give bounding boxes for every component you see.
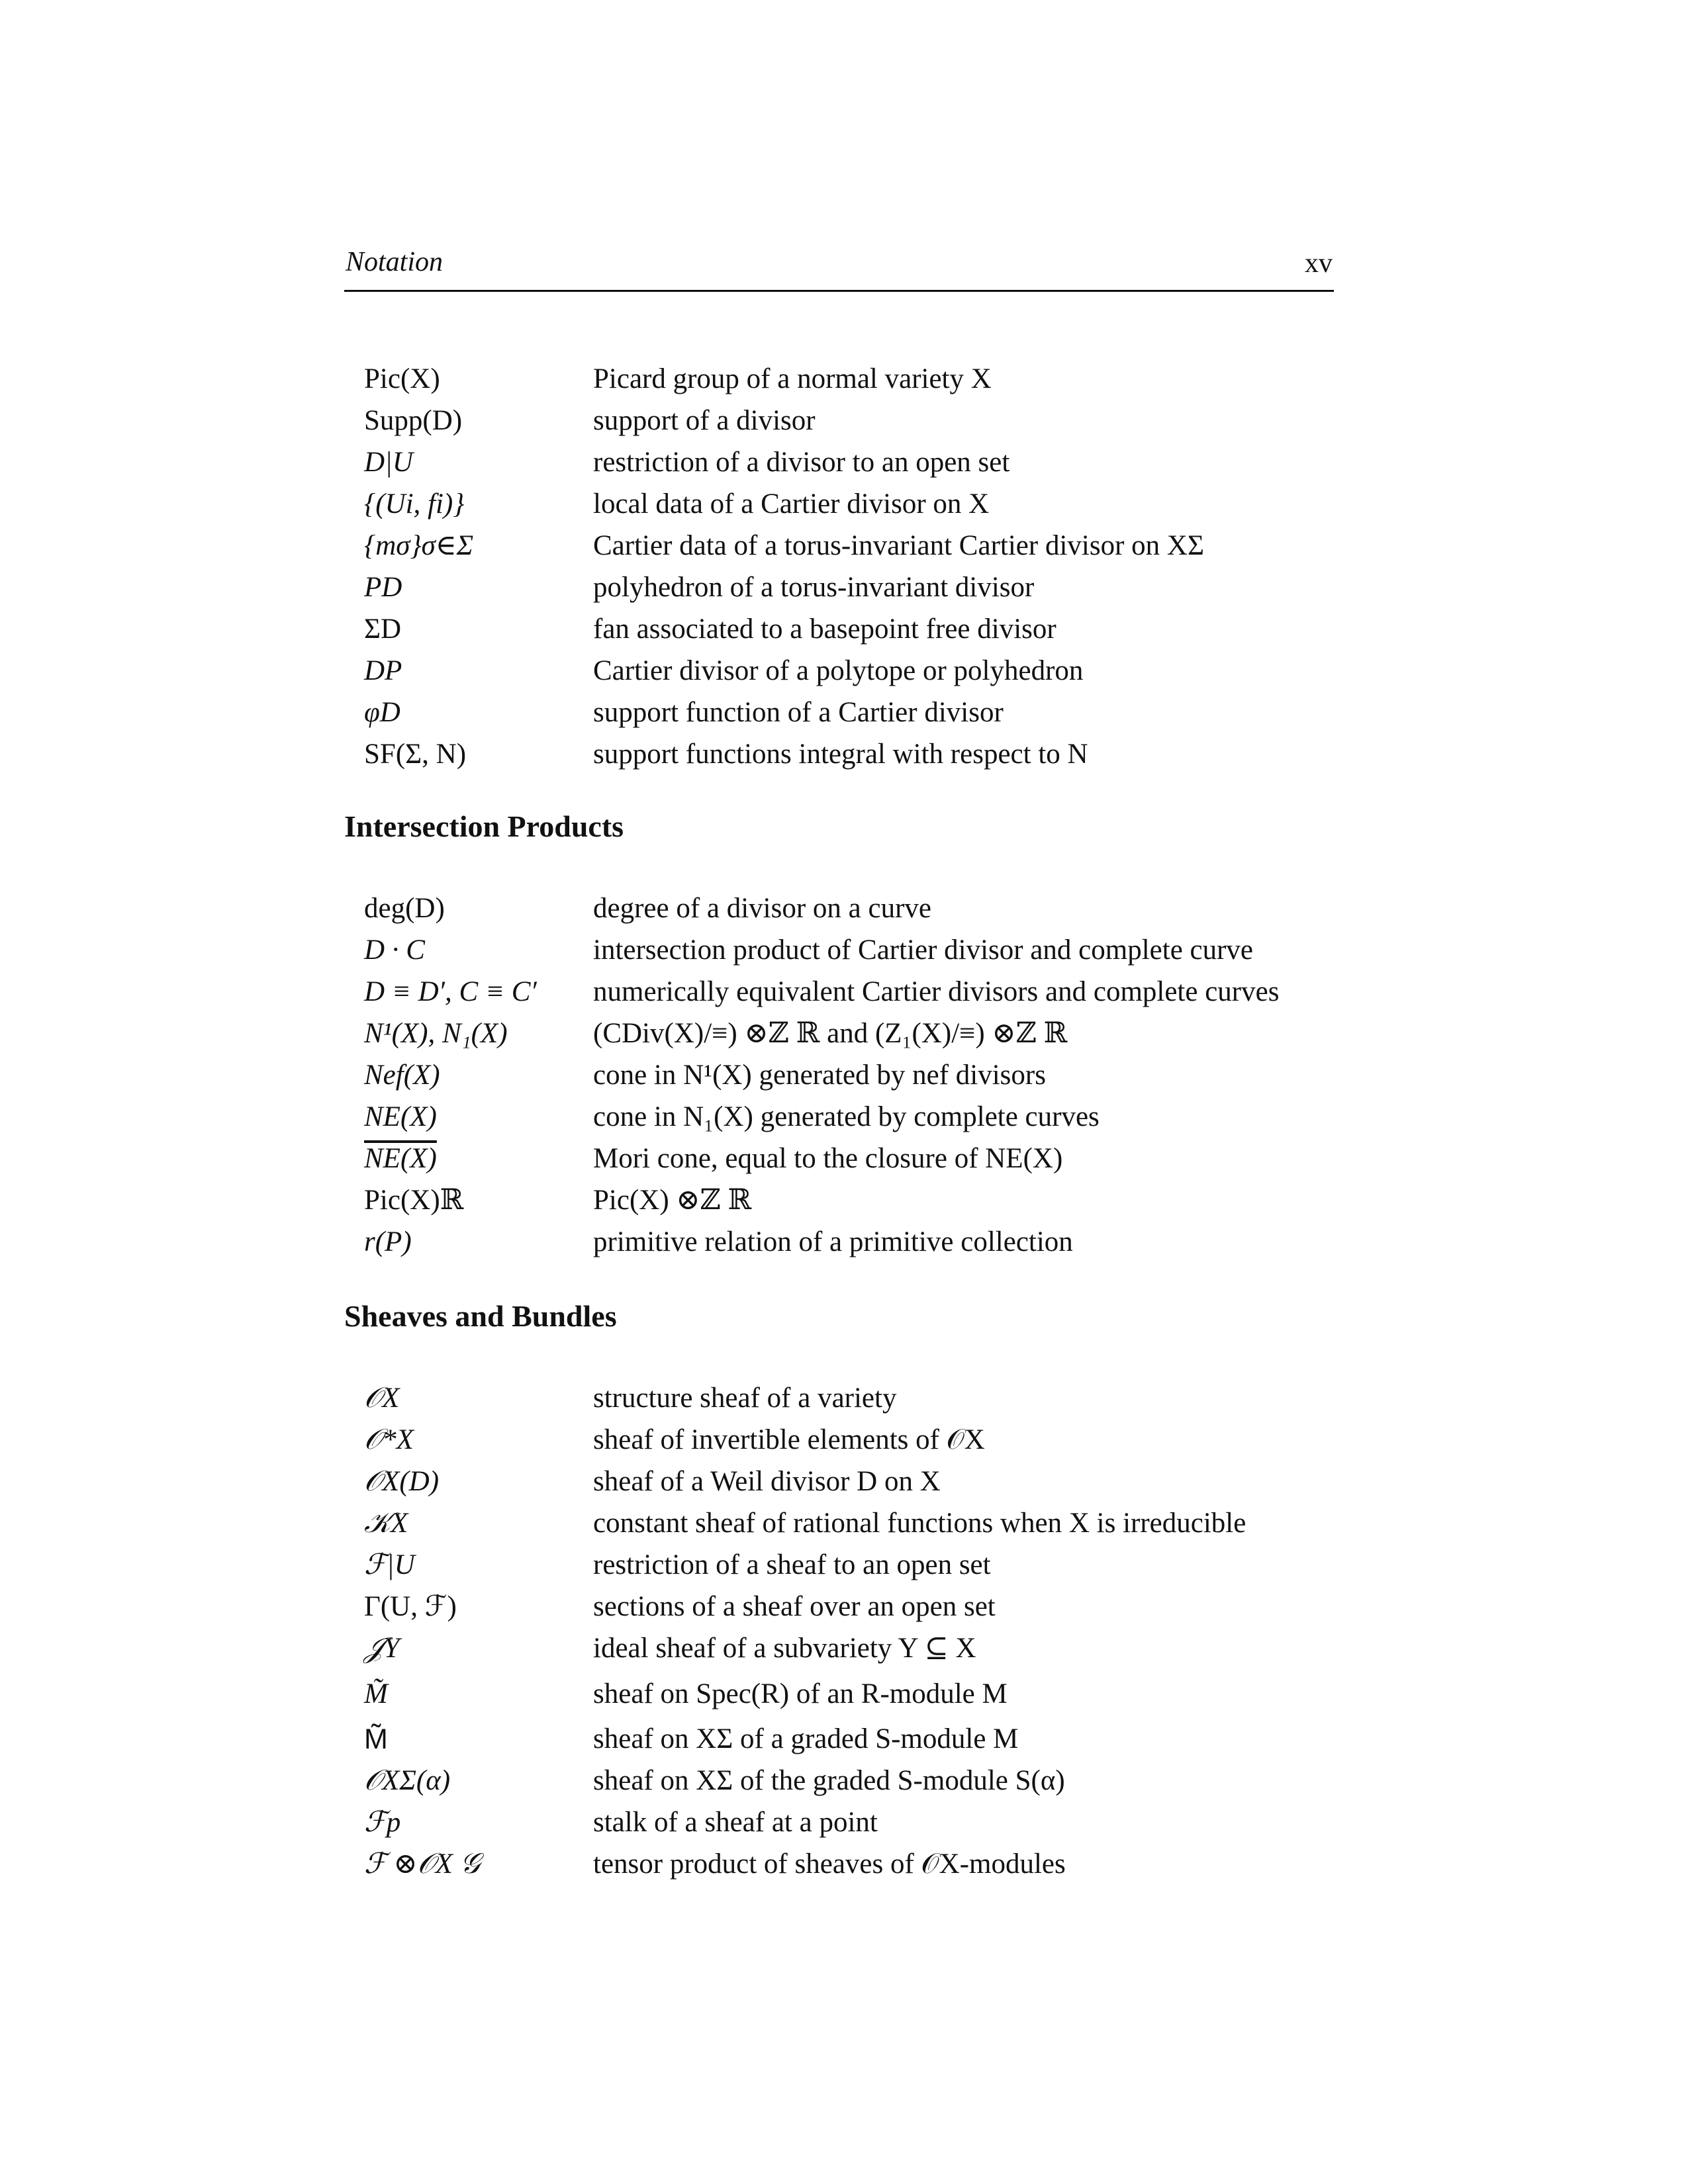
notation-description: support of a divisor <box>593 405 816 436</box>
notation-symbol: SF(Σ, N) <box>364 739 467 770</box>
notation-description: restriction of a divisor to an open set <box>593 447 1010 478</box>
notation-description: primitive relation of a primitive collection <box>593 1226 1073 1257</box>
notation-description: sheaf on XΣ of the graded S-module S(α) <box>593 1765 1065 1796</box>
notation-symbol: ΣD <box>364 614 402 645</box>
section-title-intersection-products: Intersection Products <box>344 809 624 843</box>
section-title-sheaves-and-bundles: Sheaves and Bundles <box>344 1299 617 1333</box>
notation-symbol: 𝒦X <box>364 1508 408 1539</box>
notation-symbol: Supp(D) <box>364 405 463 436</box>
notation-description: ideal sheaf of a subvariety Y ⊆ X <box>593 1633 976 1664</box>
notation-description: sheaf of invertible elements of 𝒪X <box>593 1424 985 1455</box>
notation-symbol: 𝒪X(D) <box>364 1466 440 1497</box>
notation-symbol: 𝒪*X <box>364 1424 414 1455</box>
notation-symbol: D|U <box>364 447 413 478</box>
notation-symbol: N¹(X), N₁(X) <box>364 1018 508 1049</box>
notation-symbol: {mσ}σ∈Σ <box>364 530 474 561</box>
notation-description: polyhedron of a torus-invariant divisor <box>593 572 1035 603</box>
notation-description: degree of a divisor on a curve <box>593 893 932 924</box>
notation-symbol: Pic(X) <box>364 363 440 394</box>
notation-symbol: ℱ ⊗𝒪X 𝒢 <box>364 1848 481 1880</box>
notation-symbol: NE(X) <box>364 1101 437 1132</box>
notation-description: restriction of a sheaf to an open set <box>593 1549 991 1580</box>
notation-symbol: ℱp <box>364 1807 401 1838</box>
notation-description: cone in N₁(X) generated by complete curves <box>593 1101 1100 1132</box>
notation-description: sheaf on Spec(R) of an R-module M <box>593 1678 1008 1709</box>
notation-symbol: ℱ|U <box>364 1549 415 1580</box>
notation-symbol: DP <box>364 655 402 686</box>
overlined-symbol: NE(X) <box>364 1143 437 1174</box>
notation-description: constant sheaf of rational functions when X is irreducible <box>593 1508 1246 1539</box>
notation-description: sheaf on XΣ of a graded S-module M <box>593 1723 1019 1754</box>
notation-description: numerically equivalent Cartier divisors and complete curves <box>593 976 1280 1007</box>
notation-symbol: {(Ui, fi)} <box>364 488 465 520</box>
notation-symbol: φD <box>364 697 400 728</box>
notation-description: (CDiv(X)/≡) ⊗ℤ ℝ and (Z₁(X)/≡) ⊗ℤ ℝ <box>593 1018 1068 1049</box>
notation-description: Mori cone, equal to the closure of NE(X) <box>593 1143 1063 1174</box>
notation-symbol: 𝒪XΣ(α) <box>364 1765 451 1796</box>
notation-description: sheaf of a Weil divisor D on X <box>593 1466 941 1497</box>
notation-symbol: M̃ <box>364 1723 388 1755</box>
notation-description: sections of a sheaf over an open set <box>593 1591 996 1622</box>
notation-description: local data of a Cartier divisor on X <box>593 488 990 520</box>
notation-description: support function of a Cartier divisor <box>593 697 1004 728</box>
notation-description: intersection product of Cartier divisor and complete curve <box>593 934 1254 966</box>
notation-description: tensor product of sheaves of 𝒪X-modules <box>593 1848 1066 1880</box>
notation-description: Cartier divisor of a polytope or polyhedron <box>593 655 1084 686</box>
notation-symbol: Γ(U, ℱ) <box>364 1591 457 1622</box>
notation-description: fan associated to a basepoint free divisor <box>593 614 1056 645</box>
notation-description: structure sheaf of a variety <box>593 1383 897 1414</box>
notation-symbol: 𝒪X <box>364 1383 400 1414</box>
running-title: Notation <box>346 247 444 277</box>
notation-symbol: D ≡ D′, C ≡ C′ <box>364 976 537 1007</box>
notation-symbol: M̃ <box>364 1678 388 1709</box>
notation-symbol: Nef(X) <box>364 1060 440 1091</box>
notation-symbol: r(P) <box>364 1226 412 1257</box>
notation-symbol <box>364 1139 583 1179</box>
notation-symbol: 𝒥Y <box>364 1633 400 1664</box>
notation-description: cone in N¹(X) generated by nef divisors <box>593 1060 1046 1091</box>
notation-symbol: Pic(X)ℝ <box>364 1185 464 1216</box>
page-header <box>344 244 1334 292</box>
notation-description: support functions integral with respect to N <box>593 739 1088 770</box>
notation-description: Picard group of a normal variety X <box>593 363 992 394</box>
notation-description: stalk of a sheaf at a point <box>593 1807 878 1838</box>
notation-description: Pic(X) ⊗ℤ ℝ <box>593 1185 752 1216</box>
notation-description: Cartier data of a torus-invariant Cartier divisor on XΣ <box>593 530 1204 561</box>
notation-symbol: deg(D) <box>364 893 445 924</box>
page-number: xv <box>1305 248 1333 279</box>
notation-symbol: PD <box>364 572 402 603</box>
notation-symbol: D · C <box>364 934 425 966</box>
